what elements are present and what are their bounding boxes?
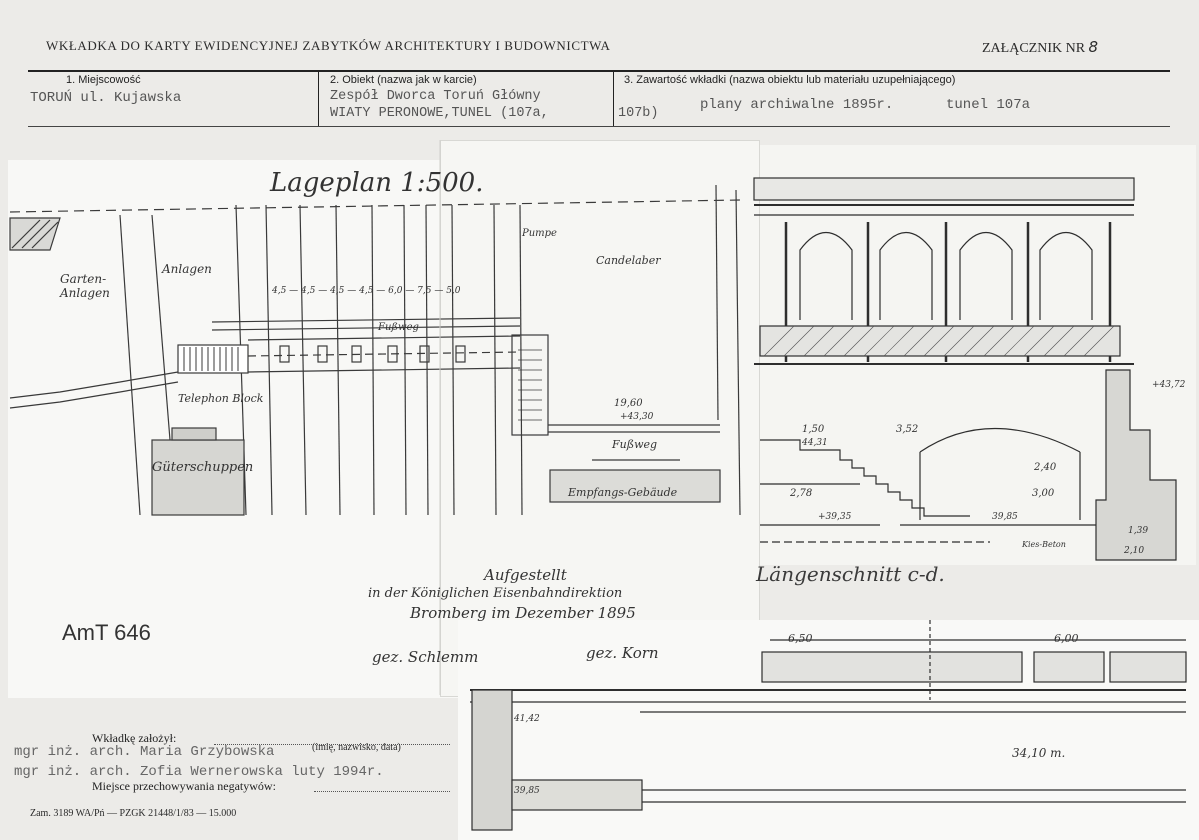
content-value-2: tunel 107a	[946, 97, 1031, 113]
plan-title: Lageplan 1:500.	[270, 168, 484, 198]
section-level-3935: +39,35	[818, 512, 852, 522]
section-dim-210: 2,10	[1124, 546, 1145, 556]
hatched-block-left	[10, 218, 60, 250]
print-info: Zam. 3189 WA/Pń — PZGK 21448/1/83 — 15.000	[30, 808, 237, 819]
section-dim-352: 3,52	[896, 424, 919, 435]
section-dim-240: 2,40	[1034, 462, 1057, 473]
plan-label-pumpe: Pumpe	[522, 228, 557, 239]
creator-name-note: (imię, nazwisko, data)	[312, 742, 401, 753]
annex-label-text: ZAŁĄCZNIK NR	[982, 41, 1086, 56]
creator-label: Wkładkę założył:	[92, 731, 177, 745]
locality-label: 1. Miejscowość	[66, 74, 141, 86]
object-value-cont: 107b)	[618, 106, 659, 121]
object-label: 2. Obiekt (nazwa jak w karcie)	[330, 74, 477, 86]
signature-line-1: Aufgestellt	[484, 566, 567, 584]
section-dim-300: 3,00	[1032, 488, 1055, 499]
signature-1: gez. Schlemm	[372, 648, 479, 666]
plan-label-candelaber: Candelaber	[596, 254, 661, 267]
section-dim-650: 6,50	[788, 632, 813, 645]
canopy-elevation	[754, 178, 1134, 364]
plan-dimension-1960: 19,60	[614, 398, 643, 409]
section-dim-150: 1,50	[802, 424, 825, 435]
plan-dimension-chain: 4,5 — 4,5 — 4,5 — 4,5 — 6,0 — 7,5 — 5,0	[272, 286, 461, 296]
plan-label-empfangsgebaeude: Empfangs-Gebäude	[568, 486, 678, 499]
section-dim-3410: 34,10 m.	[1012, 746, 1066, 760]
plan-label-fussweg-2: Fußweg	[612, 438, 658, 451]
plan-label-garten: Garten- Anlagen	[60, 272, 110, 300]
signature-line-2: in der Königlichen Eisenbahndirektion	[368, 586, 623, 601]
object-value-line2: WIATY PERONOWE,TUNEL (107a,	[330, 106, 549, 121]
card-title: WKŁADKA DO KARTY EWIDENCYJNEJ ZABYTKÓW ARCHITEKTURY I BUDOWNICTWA	[46, 38, 611, 53]
signature-2: gez. Korn	[586, 644, 659, 662]
section-heading: Längenschnitt c-d.	[756, 562, 945, 586]
section-dim-139: 1,39	[1128, 526, 1149, 536]
signature-line-3: Bromberg im Dezember 1895	[410, 604, 636, 622]
annex-number: 8	[1088, 38, 1099, 56]
section-level-3985: 39,85	[992, 512, 1018, 522]
plan-dimension-4330: +43,30	[620, 412, 654, 422]
content-label: 3. Zawartość wkładki (nazwa obiektu lub materiału uzupełniającego)	[624, 74, 956, 86]
negatives-dotted-line	[314, 791, 450, 792]
section-label-kies-beton: Kies-Beton	[1022, 540, 1066, 549]
plan-label-anlagen: Anlagen	[162, 262, 212, 276]
plan-label-telephon: Telephon Block	[178, 392, 264, 405]
archive-mark: AmT 646	[62, 620, 151, 645]
creator-2: mgr inż. arch. Zofia Wernerowska luty 1994r.	[14, 764, 384, 780]
section-level-4431: 44,31	[802, 438, 828, 448]
plan-label-fussweg: Fußweg	[378, 322, 419, 333]
creator-1: mgr inż. arch. Maria Grzybowska	[14, 744, 275, 760]
section-dim-278: 2,78	[790, 488, 813, 499]
locality-value: TORUŃ ul. Kujawska	[30, 90, 182, 106]
negatives-label: Miejsce przechowywania negatywów:	[92, 779, 276, 793]
object-value-line1: Zespół Dworca Toruń Główny	[330, 89, 541, 104]
plan-label-gueterschuppen: Güterschuppen	[152, 460, 254, 475]
content-value-1: plany archiwalne 1895r.	[700, 97, 894, 113]
section-level-4372: +43,72	[1152, 380, 1186, 390]
section-level-4142: 41,42	[514, 714, 540, 724]
section-dim-600: 6,00	[1054, 632, 1079, 645]
section-level-3985-lower: 39,85	[514, 786, 540, 796]
